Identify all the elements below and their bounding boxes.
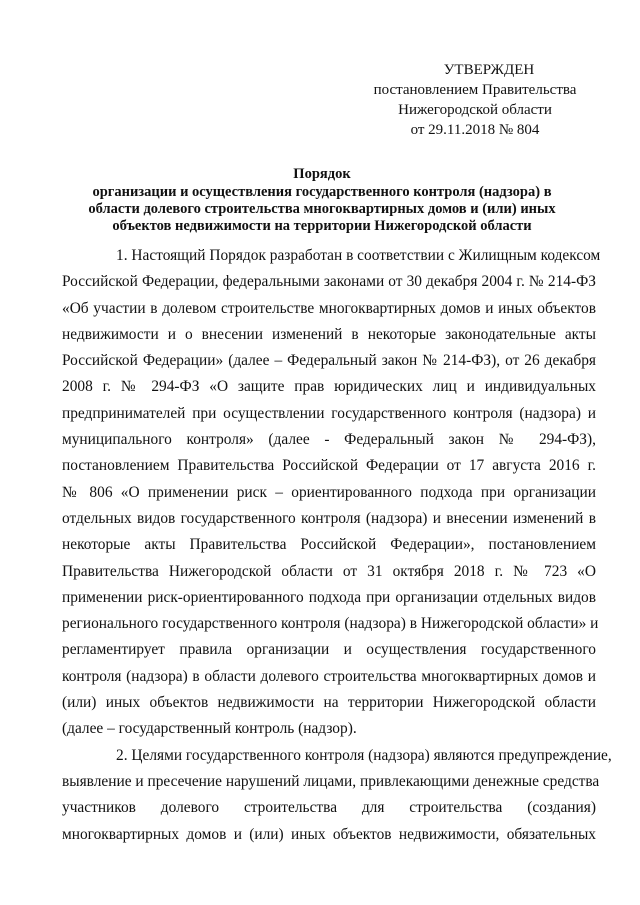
text-line: недвижимости и о внесении изменений в некоторые законодательные акты: [62, 325, 596, 343]
text-line: контроля (надзора) в области долевого строительства многоквартирных домов и: [62, 667, 596, 685]
text-line: (далее – государственный контроль (надзор).: [62, 720, 357, 738]
paragraph-1: [62, 243, 601, 743]
text-line: № 806 «О применении риск – ориентированного подхода при организации: [62, 483, 596, 501]
approval-line-3: от 29.11.2018 № 804: [410, 122, 540, 138]
text-line: Российской Федерации, федеральными законами от 30 декабря 2004 г. № 214-ФЗ: [62, 273, 596, 291]
text-line: участников долевого строительства для строительства (создания): [62, 799, 596, 817]
text-line: выявление и пресечение нарушений лицами, привлекающими денежные средства: [62, 772, 600, 790]
document-title: [72, 166, 572, 235]
title-subtitle-line-3: объектов недвижимости на территории Нижегородской области: [112, 218, 532, 234]
text-line: некоторые акты Правительства Российской Федерации», постановлением: [62, 536, 596, 554]
text-line: 2. Целями государственного контроля (надзора) являются предупреждение,: [116, 746, 612, 764]
title-main: Порядок: [293, 166, 351, 182]
text-line: 2008 г. № 294-ФЗ «О защите прав юридических лиц и индивидуальных: [62, 378, 596, 396]
text-line: 1. Настоящий Порядок разработан в соответствии с Жилищным кодексом: [116, 247, 601, 264]
text-line: (или) иных объектов недвижимости на территории Нижегородской области: [62, 694, 596, 712]
text-line: применении риск-ориентированного подхода при организации отдельных видов: [62, 588, 596, 606]
text-line: «Об участии в долевом строительстве многоквартирных домов и иных объектов: [62, 299, 596, 317]
text-line: постановлением Правительства Российской Федерации от 17 августа 2016 г.: [62, 457, 596, 475]
text-line: отдельных видов государственного контроля (надзора) и внесении изменений в: [62, 509, 596, 527]
title-subtitle-line-2: области долевого строительства многоквартирных домов и (или) иных: [88, 201, 556, 217]
paragraph-2: [62, 743, 612, 848]
document-body: [62, 243, 612, 848]
approval-heading: УТВЕРЖДЕН: [443, 62, 535, 78]
text-line: предпринимателей при осуществлении государственного контроля (надзора) и: [62, 404, 596, 422]
text-line: Российской Федерации» (далее – Федеральный закон № 214-ФЗ), от 26 декабря: [62, 352, 596, 370]
approval-line-1: постановлением Правительства: [373, 82, 577, 98]
approval-stamp: [360, 60, 590, 140]
approval-line-2: Нижегородской области: [398, 102, 552, 118]
text-line: Правительства Нижегородской области от 31 октября 2018 г. № 723 «О: [62, 562, 596, 580]
text-line: регламентирует правила организации и осуществления государственного: [62, 641, 596, 659]
text-line: муниципального контроля» (далее - Федеральный закон № 294-ФЗ),: [62, 431, 596, 449]
title-subtitle-line-1: организации и осуществления государственного контроля (надзора) в: [92, 184, 552, 200]
text-line: регионального государственного контроля (надзора) в Нижегородской области» и: [62, 615, 599, 633]
text-line: многоквартирных домов и (или) иных объектов недвижимости, обязательных: [62, 825, 596, 843]
